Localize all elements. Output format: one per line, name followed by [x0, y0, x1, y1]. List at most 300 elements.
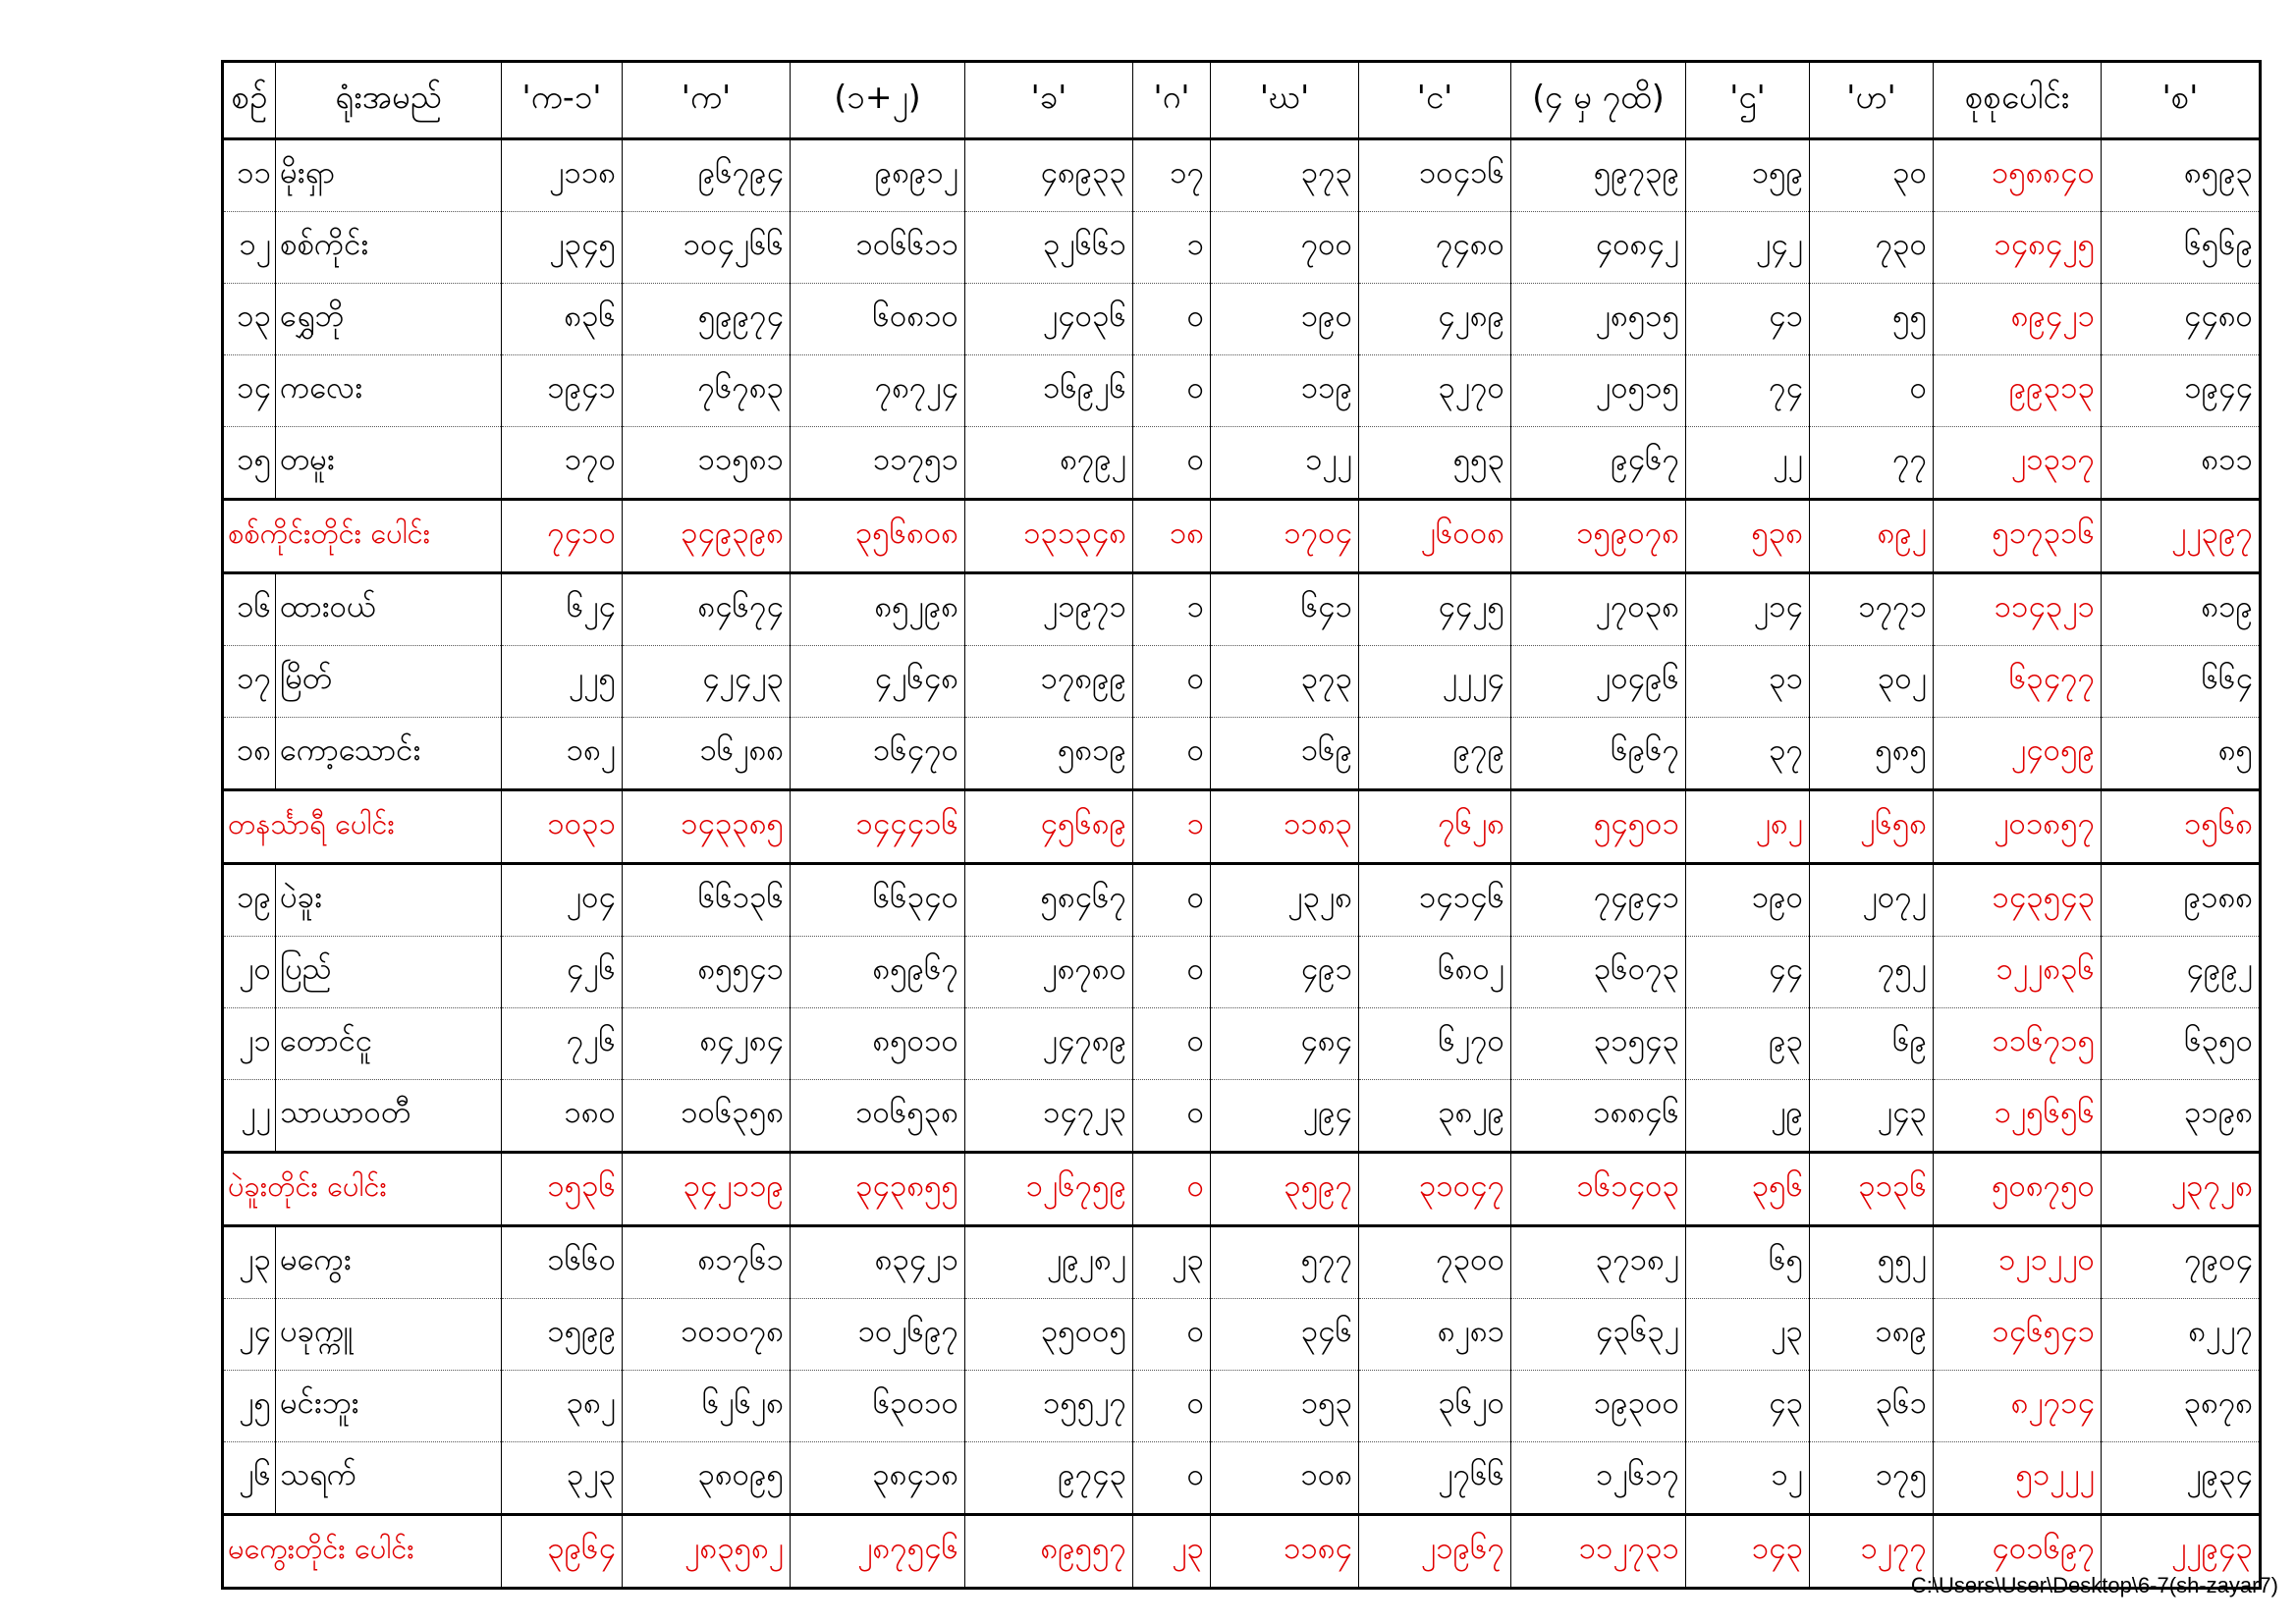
value-cell: ၁၀၄၁၆ — [1359, 139, 1511, 212]
value-cell: ၃၅၆၈၀၈ — [791, 500, 965, 573]
value-cell: ၁၆၄၇၀ — [791, 718, 965, 790]
value-cell: ၁၈၂ — [502, 718, 623, 790]
total-cell: ၂၀၁၈၅၇ — [1934, 790, 2102, 864]
value-cell: ၃၄၉၃၉၈ — [623, 500, 791, 573]
value-cell: ၁၀၈ — [1211, 1442, 1359, 1515]
total-cell: ၄၀၁၆၉၇ — [1934, 1515, 2102, 1589]
value-cell: ၁၅၉၉ — [502, 1299, 623, 1371]
table-row — [223, 212, 2261, 284]
office-name-cell: တောင်ငူ — [276, 1008, 502, 1080]
value-cell: ၃၂၆၆၁ — [965, 212, 1133, 284]
table-row — [223, 646, 2261, 718]
value-cell: ၄၂၆၄၈ — [791, 646, 965, 718]
value-cell: ၈၄၂၈၄ — [623, 1008, 791, 1080]
value-cell: ၅၃၈ — [1686, 500, 1810, 573]
value-cell: ၁၂၂ — [1211, 427, 1359, 500]
summary-table — [221, 60, 2262, 1590]
value-cell: ၃၂၃ — [502, 1442, 623, 1515]
value-cell: ၄၉၁ — [1211, 937, 1359, 1008]
table-row — [223, 1442, 2261, 1515]
table-row — [223, 427, 2261, 500]
value-cell: ၁၁၅၈၁ — [623, 427, 791, 500]
serial-number-cell: ၁၇ — [223, 646, 276, 718]
subtotal-label: တနင်္သာရီ ပေါင်း — [223, 790, 502, 864]
value-cell: ၆၈၀၂ — [1359, 937, 1511, 1008]
value-cell: ၈၁၁ — [2102, 427, 2261, 500]
value-cell: ၁၁၈၄ — [1211, 1515, 1359, 1589]
value-cell: ၁၆၂၈၈ — [623, 718, 791, 790]
table-row — [223, 718, 2261, 790]
serial-number-cell: ၂၆ — [223, 1442, 276, 1515]
value-cell: ၁၁၈၃ — [1211, 790, 1359, 864]
value-cell: ၁၅၉၀၇၈ — [1511, 500, 1686, 573]
value-cell: ၆၉ — [1810, 1008, 1934, 1080]
total-cell: ၂၁၃၁၇ — [1934, 427, 2102, 500]
value-cell: ၈၉၂ — [1810, 500, 1934, 573]
value-cell: ၈၅၀၁၀ — [791, 1008, 965, 1080]
value-cell: ၆၅၆၉ — [2102, 212, 2261, 284]
column-header: ရုံးအမည် — [276, 62, 502, 139]
value-cell: ၁၃၁၃၄၈ — [965, 500, 1133, 573]
column-header: 'ဂ' — [1133, 62, 1211, 139]
value-cell: ၈၅၉၆၇ — [791, 937, 965, 1008]
value-cell: ၁၄၄၄၁၆ — [791, 790, 965, 864]
value-cell: ၁၂၆၇၅၉ — [965, 1153, 1133, 1226]
total-cell: ၂၄၀၅၉ — [1934, 718, 2102, 790]
value-cell: ၂၁၁၈ — [502, 139, 623, 212]
value-cell: ၇၄၈၀ — [1359, 212, 1511, 284]
office-name-cell: ထားဝယ် — [276, 573, 502, 646]
value-cell: ၄၂၄၂၃ — [623, 646, 791, 718]
value-cell: ၈၁၇၆၁ — [623, 1226, 791, 1299]
value-cell: ၅၉၇၃၉ — [1511, 139, 1686, 212]
value-cell: ၁၉၀ — [1211, 284, 1359, 355]
value-cell: ၅၅၃ — [1359, 427, 1511, 500]
office-name-cell: မကွေး — [276, 1226, 502, 1299]
value-cell: ၀ — [1133, 937, 1211, 1008]
value-cell: ၅၈၁၉ — [965, 718, 1133, 790]
value-cell: ၁၂၇၇ — [1810, 1515, 1934, 1589]
serial-number-cell: ၂၄ — [223, 1299, 276, 1371]
value-cell: ၇၆၂၈ — [1359, 790, 1511, 864]
value-cell: ၂၄၇၈၉ — [965, 1008, 1133, 1080]
value-cell: ၁၉၀ — [1686, 864, 1810, 937]
value-cell: ၄၂၈၉ — [1359, 284, 1511, 355]
value-cell: ၂၉ — [1686, 1080, 1810, 1153]
value-cell: ၆၂၇၀ — [1359, 1008, 1511, 1080]
value-cell: ၂၄၂ — [1686, 212, 1810, 284]
value-cell: ၃၉၆၄ — [502, 1515, 623, 1589]
value-cell: ၇၃၀ — [1810, 212, 1934, 284]
value-cell: ၁၄၃၃၈၅ — [623, 790, 791, 864]
office-name-cell: သရက် — [276, 1442, 502, 1515]
value-cell: ၄၈၉၃၃ — [965, 139, 1133, 212]
value-cell: ၇၉၀၄ — [2102, 1226, 2261, 1299]
value-cell: ၄၄ — [1686, 937, 1810, 1008]
value-cell: ၀ — [1133, 1371, 1211, 1442]
value-cell: ၃၁၃၆ — [1810, 1153, 1934, 1226]
column-header: စဉ် — [223, 62, 276, 139]
value-cell: ၈၃၆ — [502, 284, 623, 355]
value-cell: ၇၄၁၀ — [502, 500, 623, 573]
serial-number-cell: ၂၃ — [223, 1226, 276, 1299]
value-cell: ၂၃၇၂၈ — [2102, 1153, 2261, 1226]
column-header: (၁+၂) — [791, 62, 965, 139]
value-cell: ၁၉၃၀၀ — [1511, 1371, 1686, 1442]
value-cell: ၉၇၉ — [1359, 718, 1511, 790]
value-cell: ၀ — [1133, 1080, 1211, 1153]
value-cell: ၄၁ — [1686, 284, 1810, 355]
value-cell: ၂၀၄ — [502, 864, 623, 937]
office-name-cell: သာယာဝတီ — [276, 1080, 502, 1153]
value-cell: ၁၅၅၂၇ — [965, 1371, 1133, 1442]
value-cell: ၇၈၇၂၄ — [791, 355, 965, 427]
office-name-cell: ကော့သောင်း — [276, 718, 502, 790]
table-row — [223, 573, 2261, 646]
office-name-cell: ပြည် — [276, 937, 502, 1008]
value-cell: ၆၆၁၃၆ — [623, 864, 791, 937]
value-cell: ၂၀၅၁၅ — [1511, 355, 1686, 427]
total-cell: ၁၁၆၇၁၅ — [1934, 1008, 2102, 1080]
value-cell: ၇၀၀ — [1211, 212, 1359, 284]
office-name-cell: မင်းဘူး — [276, 1371, 502, 1442]
value-cell: ၆၀၈၁၀ — [791, 284, 965, 355]
value-cell: ၂၆၅၈ — [1810, 790, 1934, 864]
value-cell: ၁၈ — [1133, 500, 1211, 573]
value-cell: ၇၆၇၈၃ — [623, 355, 791, 427]
value-cell: ၉၈၉၁၂ — [791, 139, 965, 212]
total-cell: ၁၄၈၄၂၅ — [1934, 212, 2102, 284]
value-cell: ၃၁၅၄၃ — [1511, 1008, 1686, 1080]
value-cell: ၁၁၇၅၁ — [791, 427, 965, 500]
value-cell: ၁၇၈၉၉ — [965, 646, 1133, 718]
total-cell: ၅၀၈၇၅၀ — [1934, 1153, 2102, 1226]
value-cell: ၈၂၂၇ — [2102, 1299, 2261, 1371]
value-cell: ၃၀၂ — [1810, 646, 1934, 718]
value-cell: ၄၈၄ — [1211, 1008, 1359, 1080]
value-cell: ၁၅၃၆ — [502, 1153, 623, 1226]
office-name-cell: ကလေး — [276, 355, 502, 427]
value-cell: ၉၇၄၃ — [965, 1442, 1133, 1515]
serial-number-cell: ၁၆ — [223, 573, 276, 646]
value-cell: ၉၃ — [1686, 1008, 1810, 1080]
value-cell: ၁၈၉ — [1810, 1299, 1934, 1371]
serial-number-cell: ၁၄ — [223, 355, 276, 427]
value-cell: ၂၈၇၅၄၆ — [791, 1515, 965, 1589]
table-row — [223, 1008, 2261, 1080]
value-cell: ၁၄၃ — [1686, 1515, 1810, 1589]
value-cell: ၈၂၈၁ — [1359, 1299, 1511, 1371]
total-cell: ၁၂၅၆၅၆ — [1934, 1080, 2102, 1153]
value-cell: ၁၀၁၀၇၈ — [623, 1299, 791, 1371]
value-cell: ၆၅ — [1686, 1226, 1810, 1299]
column-header: 'က-၁' — [502, 62, 623, 139]
value-cell: ၁၂ — [1686, 1442, 1810, 1515]
value-cell: ၆၆၃၄၀ — [791, 864, 965, 937]
value-cell: ၁၀၆၃၅၈ — [623, 1080, 791, 1153]
serial-number-cell: ၁၃ — [223, 284, 276, 355]
value-cell: ၂၂၅ — [502, 646, 623, 718]
value-cell: ၇၅၂ — [1810, 937, 1934, 1008]
value-cell: ၀ — [1133, 1008, 1211, 1080]
column-header: (၄ မှ ၇ထိ) — [1511, 62, 1686, 139]
value-cell: ၃၈၂ — [502, 1371, 623, 1442]
header-row — [223, 62, 2261, 139]
column-header: 'င' — [1359, 62, 1511, 139]
value-cell: ၁၆၆၀ — [502, 1226, 623, 1299]
value-cell: ၇၄၉၄၁ — [1511, 864, 1686, 937]
value-cell: ၃၄၃၈၅၅ — [791, 1153, 965, 1226]
value-cell: ၆၃၅၀ — [2102, 1008, 2261, 1080]
value-cell: ၁၇၇၁ — [1810, 573, 1934, 646]
value-cell: ၃၄၆ — [1211, 1299, 1359, 1371]
value-cell: ၉၄၆၇ — [1511, 427, 1686, 500]
value-cell: ၂၃ — [1686, 1299, 1810, 1371]
value-cell: ၈၃၄၂၁ — [791, 1226, 965, 1299]
value-cell: ၀ — [1133, 427, 1211, 500]
value-cell: ၃၇၃ — [1211, 646, 1359, 718]
value-cell: ၂၂၉၄၃ — [2102, 1515, 2261, 1589]
value-cell: ၁၇၅ — [1810, 1442, 1934, 1515]
table-row — [223, 355, 2261, 427]
subtotal-row — [223, 790, 2261, 864]
value-cell: ၂၇၆၆ — [1359, 1442, 1511, 1515]
value-cell: ၄၂၆ — [502, 937, 623, 1008]
value-cell: ၈၁၉ — [2102, 573, 2261, 646]
value-cell: ၂၉၄ — [1211, 1080, 1359, 1153]
serial-number-cell: ၁၈ — [223, 718, 276, 790]
value-cell: ၃၅၉၇ — [1211, 1153, 1359, 1226]
subtotal-label: စစ်ကိုင်းတိုင်း ပေါင်း — [223, 500, 502, 573]
value-cell: ၁၀၃၁ — [502, 790, 623, 864]
value-cell: ၄၃ — [1686, 1371, 1810, 1442]
value-cell: ၃၇ — [1686, 718, 1810, 790]
serial-number-cell: ၂၁ — [223, 1008, 276, 1080]
value-cell: ၃၅၆ — [1686, 1153, 1810, 1226]
value-cell: ၄၄၂၅ — [1359, 573, 1511, 646]
value-cell: ၄၀၈၄၂ — [1511, 212, 1686, 284]
total-cell: ၁၂၁၂၂၀ — [1934, 1226, 2102, 1299]
office-name-cell: မိုးရှာ — [276, 139, 502, 212]
column-header: 'ဟ' — [1810, 62, 1934, 139]
total-cell: ၉၉၃၁၃ — [1934, 355, 2102, 427]
value-cell: ၂၄၀၃၆ — [965, 284, 1133, 355]
value-cell: ၇၄ — [1686, 355, 1810, 427]
value-cell: ၂၈၃၅၈၂ — [623, 1515, 791, 1589]
value-cell: ၁၀၆၆၁၁ — [791, 212, 965, 284]
value-cell: ၃၈၀၉၅ — [623, 1442, 791, 1515]
value-cell: ၈၉၅၅၇ — [965, 1515, 1133, 1589]
value-cell: ၀ — [1133, 718, 1211, 790]
value-cell: ၃၁ — [1686, 646, 1810, 718]
value-cell: ၁ — [1133, 790, 1211, 864]
value-cell: ၆၂၆၂၈ — [623, 1371, 791, 1442]
office-name-cell: စစ်ကိုင်း — [276, 212, 502, 284]
value-cell: ၁ — [1133, 212, 1211, 284]
total-cell: ၈၂၇၁၄ — [1934, 1371, 2102, 1442]
value-cell: ၁၆၁၄၀၃ — [1511, 1153, 1686, 1226]
value-cell: ၆၆၄ — [2102, 646, 2261, 718]
value-cell: ၃၆၀၇၃ — [1511, 937, 1686, 1008]
value-cell: ၁၁၂၇၃၁ — [1511, 1515, 1686, 1589]
office-name-cell: ပဲခူး — [276, 864, 502, 937]
value-cell: ၂၀၄၉၆ — [1511, 646, 1686, 718]
value-cell: ၂၈၇၈၀ — [965, 937, 1133, 1008]
office-name-cell: ရွှေဘို — [276, 284, 502, 355]
value-cell: ၇၇ — [1810, 427, 1934, 500]
subtotal-label: ပဲခူးတိုင်း ပေါင်း — [223, 1153, 502, 1226]
value-cell: ၀ — [1133, 646, 1211, 718]
office-name-cell: တမူး — [276, 427, 502, 500]
value-cell: ၁၇ — [1133, 139, 1211, 212]
value-cell: ၂၂၂၄ — [1359, 646, 1511, 718]
table-row — [223, 1080, 2261, 1153]
value-cell: ၂၆၀၀၈ — [1359, 500, 1511, 573]
value-cell: ၀ — [1133, 355, 1211, 427]
column-header: 'ဌ' — [1686, 62, 1810, 139]
value-cell: ၂၈၂ — [1686, 790, 1810, 864]
value-cell: ၀ — [1133, 284, 1211, 355]
value-cell: ၈၅၅၄၁ — [623, 937, 791, 1008]
column-header: 'စ' — [2102, 62, 2261, 139]
value-cell: ၁၅၆၈ — [2102, 790, 2261, 864]
value-cell: ၃၇၃ — [1211, 139, 1359, 212]
table-row — [223, 139, 2261, 212]
table-row — [223, 284, 2261, 355]
value-cell: ၁၈၈၄၆ — [1511, 1080, 1686, 1153]
subtotal-row — [223, 500, 2261, 573]
value-cell: ၂၃၄၅ — [502, 212, 623, 284]
total-cell: ၅၁၇၃၁၆ — [1934, 500, 2102, 573]
value-cell: ၁၅၃ — [1211, 1371, 1359, 1442]
value-cell: ၂၁၉၇၁ — [965, 573, 1133, 646]
serial-number-cell: ၂၀ — [223, 937, 276, 1008]
value-cell: ၂၂၃၉၇ — [2102, 500, 2261, 573]
value-cell: ၅၉၉၇၄ — [623, 284, 791, 355]
value-cell: ၁၁၉ — [1211, 355, 1359, 427]
value-cell: ၃၆၁ — [1810, 1371, 1934, 1442]
value-cell: ၂၄၃ — [1810, 1080, 1934, 1153]
column-header: 'ဃ' — [1211, 62, 1359, 139]
serial-number-cell: ၁၉ — [223, 864, 276, 937]
office-name-cell: မြိတ် — [276, 646, 502, 718]
value-cell: ၁၈၀ — [502, 1080, 623, 1153]
value-cell: ၅၄၅၀၁ — [1511, 790, 1686, 864]
value-cell: ၆၄၁ — [1211, 573, 1359, 646]
value-cell: ၃၄၂၁၁၉ — [623, 1153, 791, 1226]
value-cell: ၆၂၄ — [502, 573, 623, 646]
value-cell: ၃၆၂၀ — [1359, 1371, 1511, 1442]
value-cell: ၃၂၇၀ — [1359, 355, 1511, 427]
value-cell: ၃၈၇၈ — [2102, 1371, 2261, 1442]
value-cell: ၄၅၆၈၉ — [965, 790, 1133, 864]
value-cell: ၂၃ — [1133, 1226, 1211, 1299]
value-cell: ၅၅၂ — [1810, 1226, 1934, 1299]
serial-number-cell: ၁၂ — [223, 212, 276, 284]
column-header: 'ခ' — [965, 62, 1133, 139]
value-cell: ၂၀၇၂ — [1810, 864, 1934, 937]
value-cell: ၉၆၇၉၄ — [623, 139, 791, 212]
value-cell: ၇၂၆ — [502, 1008, 623, 1080]
value-cell: ၁၅၉ — [1686, 139, 1810, 212]
value-cell: ၂၉၃၄ — [2102, 1442, 2261, 1515]
column-header: စုစုပေါင်း — [1934, 62, 2102, 139]
value-cell: ၈၅၂၉၈ — [791, 573, 965, 646]
value-cell: ၁၀၆၅၃၈ — [791, 1080, 965, 1153]
value-cell: ၁၀၂၆၉၇ — [791, 1299, 965, 1371]
table-row — [223, 1226, 2261, 1299]
value-cell: ၁၂၆၁၇ — [1511, 1442, 1686, 1515]
serial-number-cell: ၁၁ — [223, 139, 276, 212]
serial-number-cell: ၂၅ — [223, 1371, 276, 1442]
value-cell: ၈၇၉၂ — [965, 427, 1133, 500]
serial-number-cell: ၁၅ — [223, 427, 276, 500]
value-cell: ၂၃၂၈ — [1211, 864, 1359, 937]
value-cell: ၈၄၆၇၄ — [623, 573, 791, 646]
column-header: 'က' — [623, 62, 791, 139]
value-cell: ၀ — [1133, 1299, 1211, 1371]
value-cell: ၃၇၁၈၂ — [1511, 1226, 1686, 1299]
value-cell: ၁၉၄၄ — [2102, 355, 2261, 427]
value-cell: ၃၀ — [1810, 139, 1934, 212]
total-cell: ၁၄၆၅၄၁ — [1934, 1299, 2102, 1371]
total-cell: ၆၃၄၇၇ — [1934, 646, 2102, 718]
value-cell: ၃၁၉၈ — [2102, 1080, 2261, 1153]
value-cell: ၁၆၉ — [1211, 718, 1359, 790]
value-cell: ၄၃၆၃၂ — [1511, 1299, 1686, 1371]
value-cell: ၁၇၀ — [502, 427, 623, 500]
value-cell: ၈၅၉၃ — [2102, 139, 2261, 212]
value-cell: ၄၄၈၀ — [2102, 284, 2261, 355]
subtotal-row — [223, 1153, 2261, 1226]
value-cell: ၈၅ — [2102, 718, 2261, 790]
table-row — [223, 937, 2261, 1008]
total-cell: ၅၁၂၂၂ — [1934, 1442, 2102, 1515]
value-cell: ၅၈၅ — [1810, 718, 1934, 790]
value-cell: ၂၇၀၃၈ — [1511, 573, 1686, 646]
value-cell: ၃၁၀၄၇ — [1359, 1153, 1511, 1226]
value-cell: ၀ — [1133, 864, 1211, 937]
value-cell: ၄၉၉၂ — [2102, 937, 2261, 1008]
total-cell: ၁၁၄၃၂၁ — [1934, 573, 2102, 646]
total-cell: ၁၄၃၅၄၃ — [1934, 864, 2102, 937]
value-cell: ၂၁၉၆၇ — [1359, 1515, 1511, 1589]
total-cell: ၁၂၂၈၃၆ — [1934, 937, 2102, 1008]
value-cell: ၅၅ — [1810, 284, 1934, 355]
value-cell: ၅၇၇ — [1211, 1226, 1359, 1299]
value-cell: ၂၃ — [1133, 1515, 1211, 1589]
value-cell: ၁၄၁၄၆ — [1359, 864, 1511, 937]
value-cell: ၃၅၀၀၅ — [965, 1299, 1133, 1371]
value-cell: ၁၄၇၂၃ — [965, 1080, 1133, 1153]
value-cell: ၁၀၄၂၆၆ — [623, 212, 791, 284]
table-row — [223, 864, 2261, 937]
table-row — [223, 1299, 2261, 1371]
value-cell: ၁၉၄၁ — [502, 355, 623, 427]
value-cell: ၁၇၀၄ — [1211, 500, 1359, 573]
value-cell: ၆၃၀၁၀ — [791, 1371, 965, 1442]
total-cell: ၈၉၄၂၁ — [1934, 284, 2102, 355]
subtotal-label: မကွေးတိုင်း ပေါင်း — [223, 1515, 502, 1589]
value-cell: ၂၈၅၁၅ — [1511, 284, 1686, 355]
value-cell: ၃၈၄၁၈ — [791, 1442, 965, 1515]
value-cell: ၀ — [1133, 1153, 1211, 1226]
value-cell: ၂၉၂၈၂ — [965, 1226, 1133, 1299]
value-cell: ၀ — [1810, 355, 1934, 427]
total-cell: ၁၅၈၈၄၀ — [1934, 139, 2102, 212]
file-path-footer: C:\Users\User\Desktop\6-7(sh-zayar7) — [1910, 1573, 2278, 1597]
value-cell: ၆၉၆၇ — [1511, 718, 1686, 790]
